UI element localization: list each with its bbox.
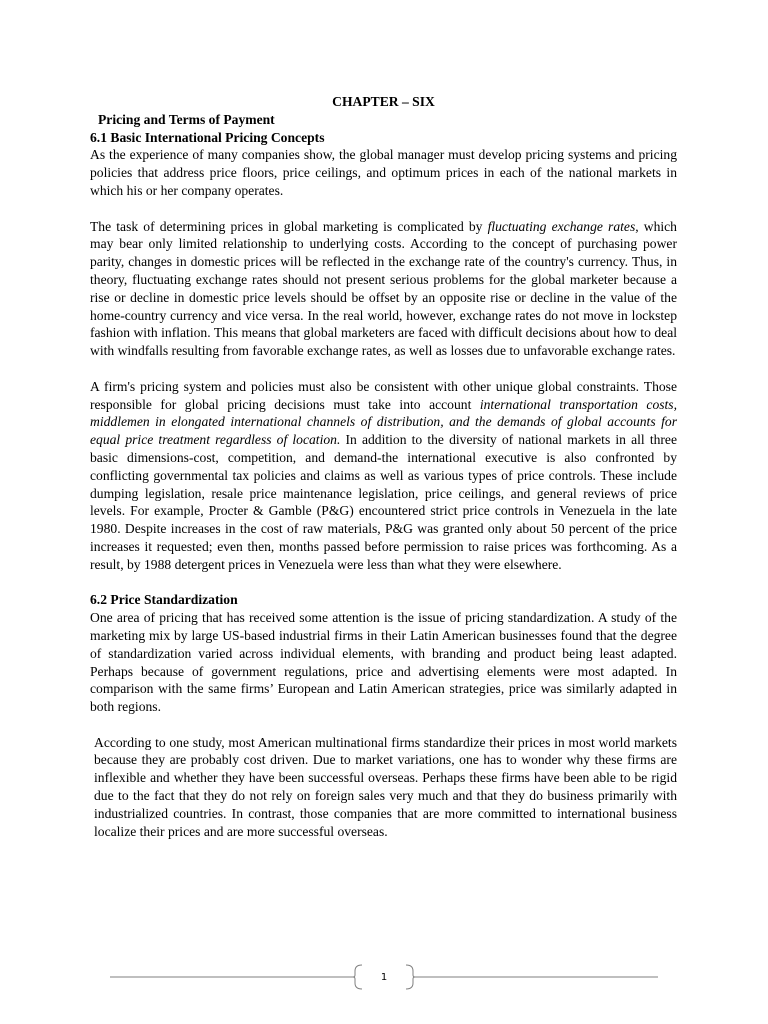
paragraph-text: The task of determining prices in global marketing is complicated by bbox=[90, 218, 488, 234]
chapter-title: CHAPTER – SIX bbox=[332, 94, 435, 109]
paragraph-gap bbox=[90, 200, 677, 218]
section-heading-6-1: 6.1 Basic International Pricing Concepts bbox=[90, 129, 325, 145]
paragraph: As the experience of many companies show, the global manager must develop pricing systems and pricing policies that address price floors, price ceilings, and optimum prices in each of the national markets in which his or her company operates. bbox=[90, 147, 677, 198]
paragraph: One area of pricing that has received some attention is the issue of pricing standardization. A study of the marketing mix by large US-based industrial firms in their Latin American businesses found that the degree of standardization varied across individual elements, with branding and product being least adapted. Perhaps because of government regulations, price and advertising elements were most adapted. In comparison with the same firms’ European and Latin American strategies, price was similarly adapted in both regions. bbox=[90, 610, 677, 715]
emphasis-text: international transportation costs, middlemen in elongated international channels of distribution, and the demands of global accounts for equal price treatment regardless of location. bbox=[90, 396, 677, 448]
page-number: 1 bbox=[380, 972, 388, 983]
paragraph-text: In addition to the diversity of national markets in all three basic dimensions-cost, competition, and demand-the international executive is also confronted by conflicting governmental tax policies and claims as well as various types of price controls. These include dumping legislation, resale price maintenance legislation, price ceilings, and general reviews of price levels. For example, Procter & Gamble (P&G) encountered strict price controls in Venezuela in the late 1980. Despite increases in the cost of raw materials, P&G was granted only about 50 percent of the price increases it requested; even then, months passed before permission to raise prices was forthcoming. As a result, by 1988 detergent prices in Venezuela were less than what they were elsewhere. bbox=[90, 432, 677, 572]
emphasis-text: fluctuating exchange rates bbox=[487, 218, 636, 234]
paragraph-gap bbox=[90, 360, 677, 378]
paragraph-text: , which may bear only limited relationship to underlying costs. According to the concept of purchasing power parity, changes in domestic prices will be reflected in the exchange rate of the country's currency. Thus, in theory, fluctuating exchange rates should not present serious problems for the global marketer because a rise or decline in domestic price levels should be offset by an opposite rise or decline in the value of the home-country currency and vice versa. In the real world, however, exchange rates do not move in lockstep fashion with inflation. This means that global marketers are faced with difficult decisions about how to deal with windfalls resulting from favorable exchange rates, as well as losses due to unfavorable exchange rates. bbox=[90, 218, 677, 359]
paragraph-gap bbox=[90, 574, 677, 592]
paragraph: According to one study, most American multinational firms standardize their prices in most world markets because they are probably cost driven. Due to market variations, one has to wonder why these firms are inflexible and whether they have been successful overseas. Perhaps these firms have been able to be rigid due to the fact that they do not rely on foreign sales very much and that they do business primarily with industrialized countries. In contrast, those companies that are more committed to international business localize their prices and are more successful overseas. bbox=[94, 734, 677, 839]
paragraph-exchange-rates bbox=[90, 218, 677, 360]
paragraph-global-constraints bbox=[90, 378, 677, 574]
section-heading-6-2: 6.2 Price Standardization bbox=[90, 592, 238, 608]
paragraph-gap bbox=[90, 716, 677, 734]
page-footer bbox=[110, 962, 658, 992]
chapter-subtitle: Pricing and Terms of Payment bbox=[98, 111, 275, 127]
paragraph-text: A firm's pricing system and policies must also be consistent with other unique global constraints. Those responsible for global pricing decisions must take into account bbox=[90, 378, 677, 412]
document-page bbox=[90, 93, 677, 840]
